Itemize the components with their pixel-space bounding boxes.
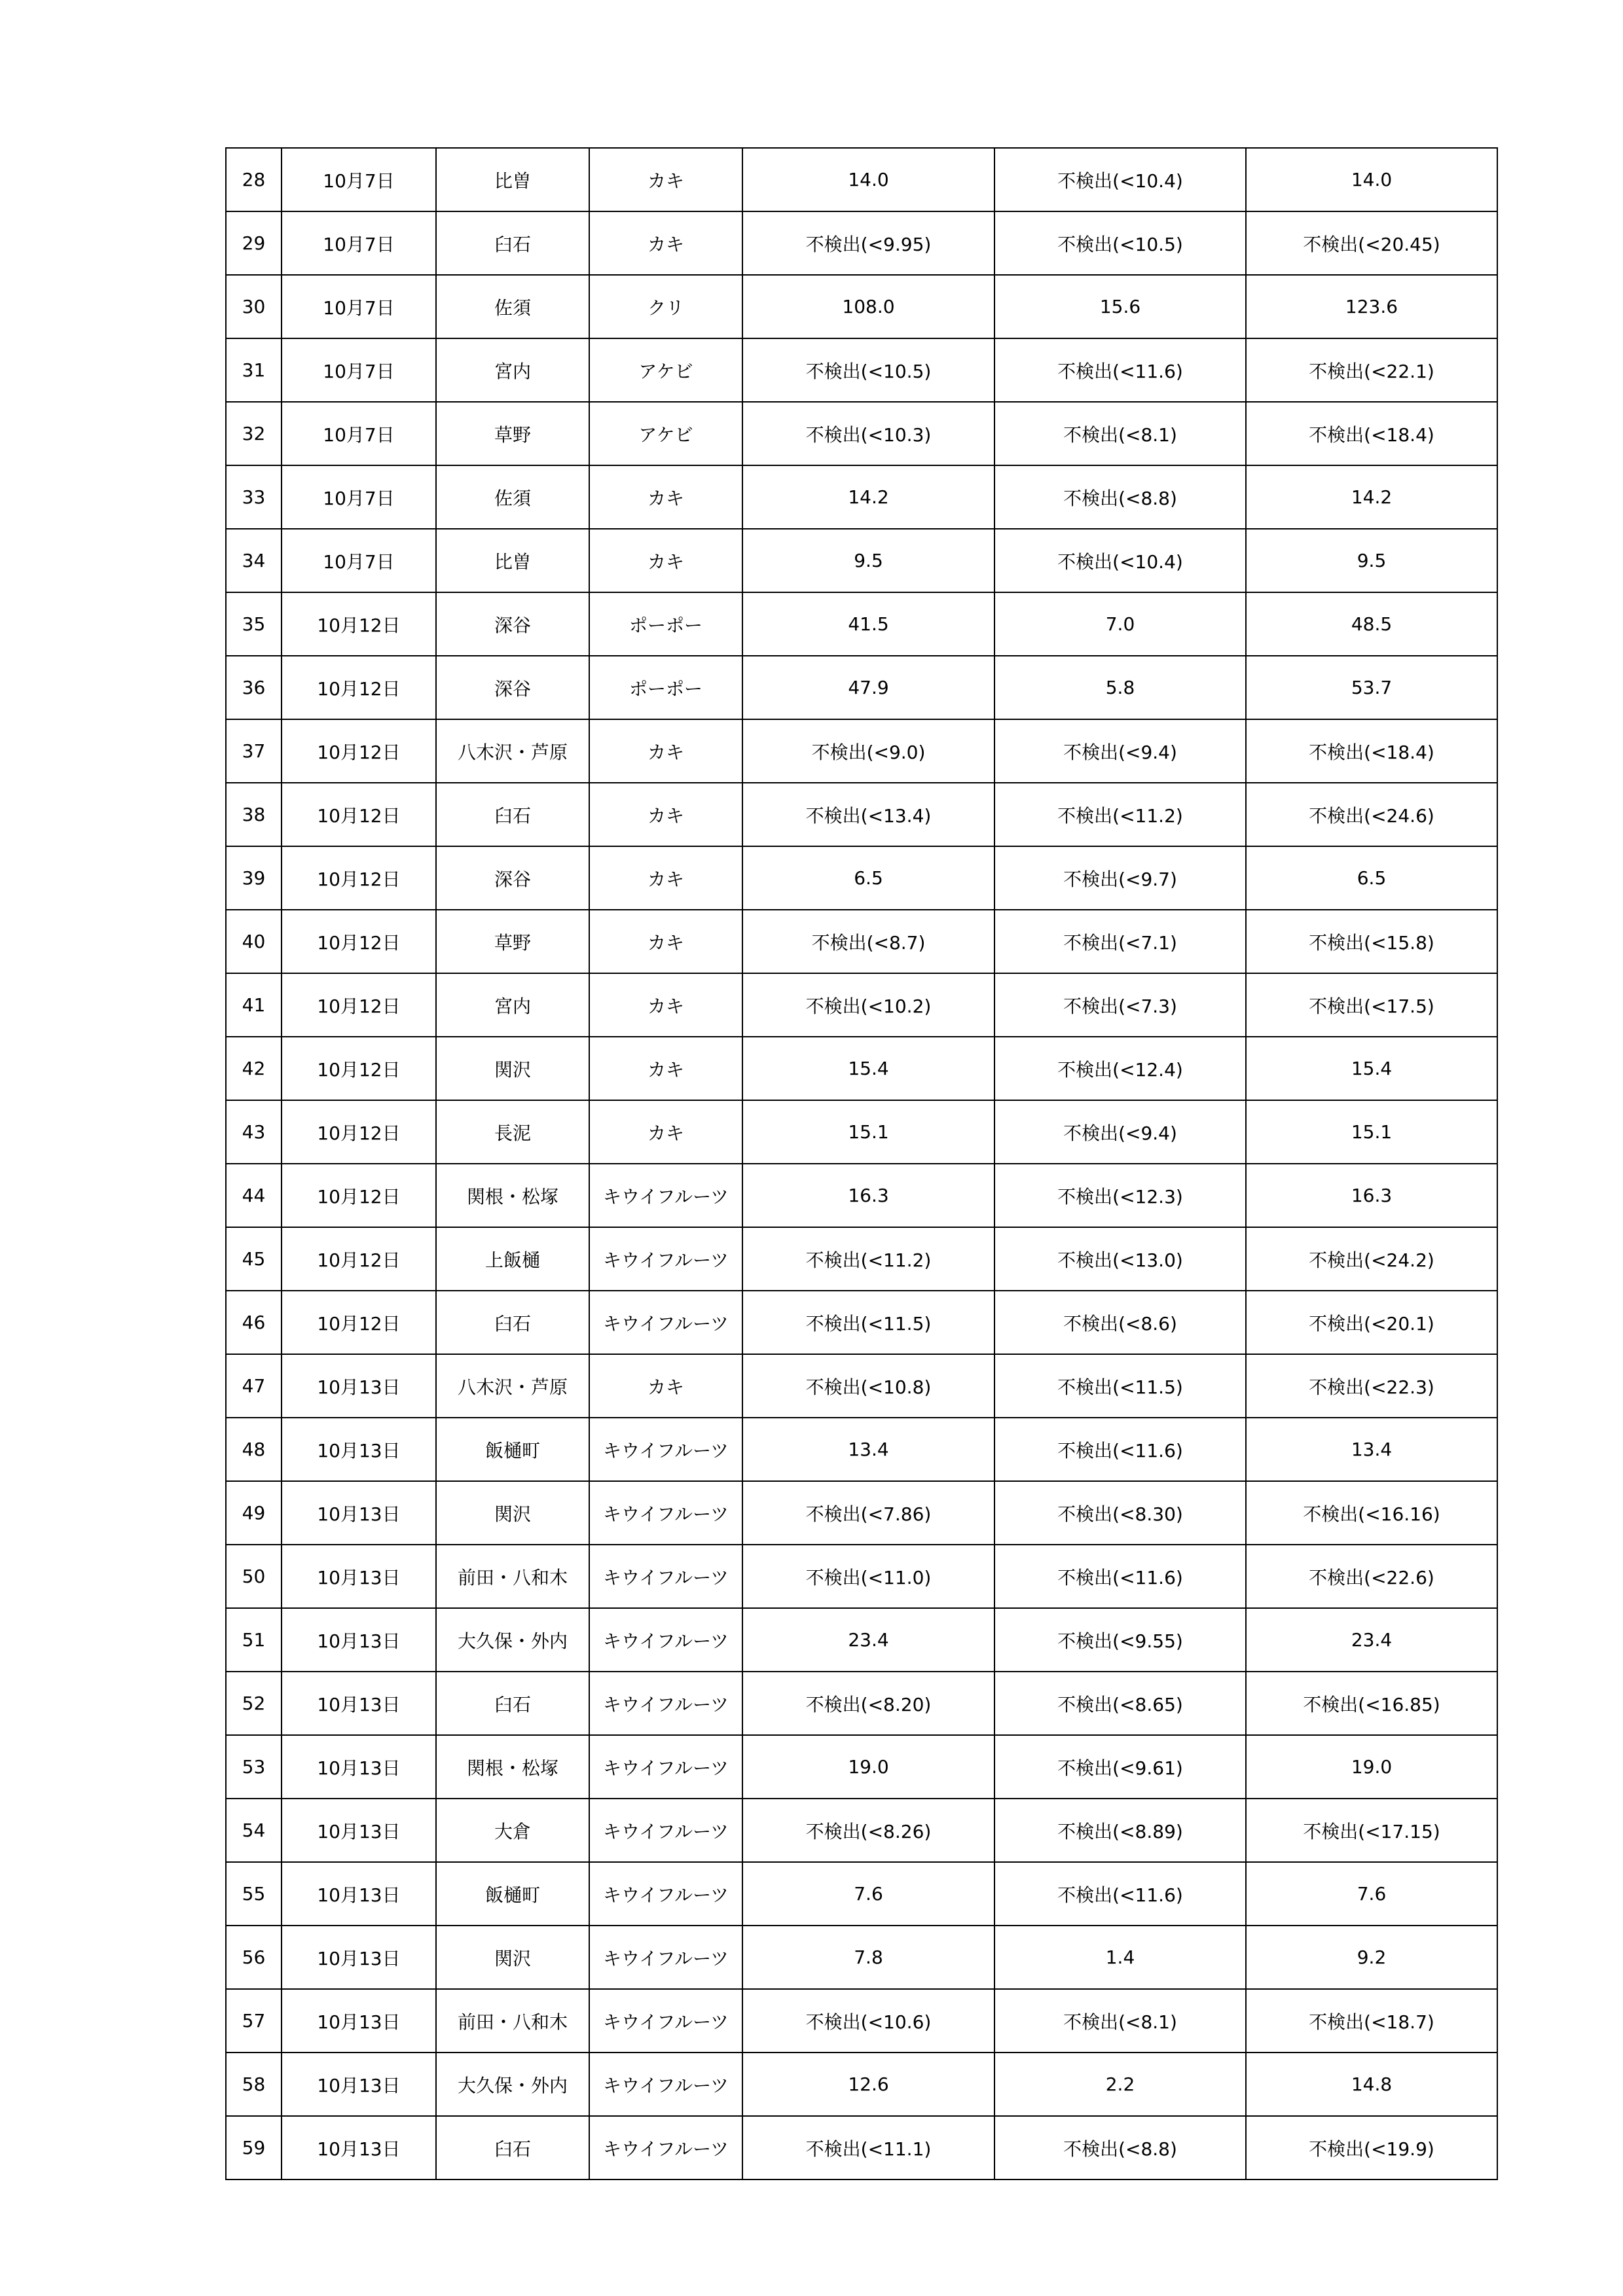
date-cell: 10月13日 xyxy=(282,2116,436,2179)
value-2-cell: 不検出(<8.65) xyxy=(994,1672,1246,1735)
item-cell: キウイフルーツ xyxy=(589,1608,742,1672)
table-row xyxy=(226,275,1497,338)
value-2-cell: 5.8 xyxy=(994,656,1246,719)
date-cell: 10月13日 xyxy=(282,1481,436,1545)
location-cell: 飯樋町 xyxy=(436,1862,589,1926)
table-row xyxy=(226,1608,1497,1672)
date-cell: 10月12日 xyxy=(282,719,436,783)
row-number-cell: 38 xyxy=(226,783,282,846)
item-cell: カキ xyxy=(589,1354,742,1418)
table-row xyxy=(226,1926,1497,1989)
table-row xyxy=(226,1037,1497,1100)
item-cell: クリ xyxy=(589,275,742,338)
item-cell: キウイフルーツ xyxy=(589,1227,742,1291)
item-cell: カキ xyxy=(589,973,742,1037)
location-cell: 大久保・外内 xyxy=(436,2053,589,2116)
date-cell: 10月12日 xyxy=(282,656,436,719)
value-2-cell: 不検出(<11.5) xyxy=(994,1354,1246,1418)
date-cell: 10月12日 xyxy=(282,1227,436,1291)
total-cell: 不検出(<22.6) xyxy=(1246,1545,1497,1608)
location-cell: 佐須 xyxy=(436,465,589,529)
value-1-cell: 不検出(<10.2) xyxy=(742,973,994,1037)
item-cell: カキ xyxy=(589,719,742,783)
date-cell: 10月13日 xyxy=(282,1799,436,1862)
results-table-body xyxy=(226,148,1497,2179)
value-1-cell: 不検出(<11.5) xyxy=(742,1291,994,1354)
total-cell: 不検出(<22.1) xyxy=(1246,338,1497,402)
item-cell: カキ xyxy=(589,211,742,275)
total-cell: 13.4 xyxy=(1246,1418,1497,1481)
location-cell: 前田・八和木 xyxy=(436,1545,589,1608)
row-number-cell: 39 xyxy=(226,846,282,910)
total-cell: 不検出(<20.1) xyxy=(1246,1291,1497,1354)
table-row xyxy=(226,1481,1497,1545)
date-cell: 10月12日 xyxy=(282,1164,436,1227)
value-2-cell: 15.6 xyxy=(994,275,1246,338)
value-1-cell: 7.8 xyxy=(742,1926,994,1989)
value-2-cell: 不検出(<11.6) xyxy=(994,1545,1246,1608)
row-number-cell: 28 xyxy=(226,148,282,211)
row-number-cell: 53 xyxy=(226,1735,282,1799)
date-cell: 10月12日 xyxy=(282,1037,436,1100)
total-cell: 9.5 xyxy=(1246,529,1497,592)
row-number-cell: 32 xyxy=(226,402,282,465)
total-cell: 23.4 xyxy=(1246,1608,1497,1672)
item-cell: キウイフルーツ xyxy=(589,1735,742,1799)
date-cell: 10月13日 xyxy=(282,1608,436,1672)
location-cell: 宮内 xyxy=(436,338,589,402)
location-cell: 大倉 xyxy=(436,1799,589,1862)
item-cell: キウイフルーツ xyxy=(589,1989,742,2053)
total-cell: 不検出(<24.2) xyxy=(1246,1227,1497,1291)
date-cell: 10月12日 xyxy=(282,783,436,846)
location-cell: 深谷 xyxy=(436,656,589,719)
date-cell: 10月7日 xyxy=(282,529,436,592)
table-row xyxy=(226,592,1497,656)
item-cell: キウイフルーツ xyxy=(589,1418,742,1481)
location-cell: 臼石 xyxy=(436,1291,589,1354)
row-number-cell: 40 xyxy=(226,910,282,973)
value-2-cell: 不検出(<12.3) xyxy=(994,1164,1246,1227)
value-2-cell: 不検出(<9.4) xyxy=(994,1100,1246,1164)
value-2-cell: 不検出(<10.4) xyxy=(994,148,1246,211)
total-cell: 48.5 xyxy=(1246,592,1497,656)
total-cell: 53.7 xyxy=(1246,656,1497,719)
date-cell: 10月12日 xyxy=(282,1291,436,1354)
location-cell: 長泥 xyxy=(436,1100,589,1164)
total-cell: 不検出(<20.45) xyxy=(1246,211,1497,275)
value-1-cell: 不検出(<8.20) xyxy=(742,1672,994,1735)
table-row xyxy=(226,1545,1497,1608)
value-2-cell: 不検出(<12.4) xyxy=(994,1037,1246,1100)
table-row xyxy=(226,1862,1497,1926)
value-1-cell: 14.2 xyxy=(742,465,994,529)
value-2-cell: 不検出(<8.1) xyxy=(994,402,1246,465)
location-cell: 臼石 xyxy=(436,1672,589,1735)
table-row xyxy=(226,1989,1497,2053)
row-number-cell: 37 xyxy=(226,719,282,783)
value-1-cell: 不検出(<10.3) xyxy=(742,402,994,465)
value-2-cell: 2.2 xyxy=(994,2053,1246,2116)
item-cell: カキ xyxy=(589,846,742,910)
value-2-cell: 不検出(<13.0) xyxy=(994,1227,1246,1291)
row-number-cell: 54 xyxy=(226,1799,282,1862)
location-cell: 関沢 xyxy=(436,1481,589,1545)
table-row xyxy=(226,1672,1497,1735)
date-cell: 10月7日 xyxy=(282,338,436,402)
date-cell: 10月7日 xyxy=(282,402,436,465)
value-2-cell: 不検出(<11.6) xyxy=(994,1862,1246,1926)
date-cell: 10月7日 xyxy=(282,275,436,338)
item-cell: カキ xyxy=(589,1037,742,1100)
results-table xyxy=(225,147,1498,2180)
value-2-cell: 不検出(<8.8) xyxy=(994,465,1246,529)
total-cell: 不検出(<16.16) xyxy=(1246,1481,1497,1545)
total-cell: 123.6 xyxy=(1246,275,1497,338)
value-2-cell: 不検出(<11.6) xyxy=(994,338,1246,402)
value-2-cell: 不検出(<7.1) xyxy=(994,910,1246,973)
location-cell: 比曽 xyxy=(436,529,589,592)
item-cell: アケビ xyxy=(589,338,742,402)
table-row xyxy=(226,783,1497,846)
value-2-cell: 不検出(<9.61) xyxy=(994,1735,1246,1799)
item-cell: ポーポー xyxy=(589,592,742,656)
row-number-cell: 56 xyxy=(226,1926,282,1989)
item-cell: アケビ xyxy=(589,402,742,465)
row-number-cell: 55 xyxy=(226,1862,282,1926)
row-number-cell: 43 xyxy=(226,1100,282,1164)
value-2-cell: 不検出(<8.8) xyxy=(994,2116,1246,2179)
location-cell: 比曽 xyxy=(436,148,589,211)
table-row xyxy=(226,211,1497,275)
location-cell: 大久保・外内 xyxy=(436,1608,589,1672)
table-row xyxy=(226,1227,1497,1291)
table-row xyxy=(226,2116,1497,2179)
date-cell: 10月13日 xyxy=(282,1672,436,1735)
item-cell: キウイフルーツ xyxy=(589,1799,742,1862)
location-cell: 関沢 xyxy=(436,1926,589,1989)
table-row xyxy=(226,1735,1497,1799)
table-row xyxy=(226,1418,1497,1481)
item-cell: キウイフルーツ xyxy=(589,1164,742,1227)
value-1-cell: 不検出(<11.1) xyxy=(742,2116,994,2179)
location-cell: 草野 xyxy=(436,910,589,973)
date-cell: 10月7日 xyxy=(282,211,436,275)
value-2-cell: 不検出(<8.6) xyxy=(994,1291,1246,1354)
date-cell: 10月13日 xyxy=(282,1545,436,1608)
table-row xyxy=(226,1291,1497,1354)
date-cell: 10月7日 xyxy=(282,148,436,211)
date-cell: 10月12日 xyxy=(282,910,436,973)
value-1-cell: 9.5 xyxy=(742,529,994,592)
row-number-cell: 41 xyxy=(226,973,282,1037)
total-cell: 不検出(<19.9) xyxy=(1246,2116,1497,2179)
value-2-cell: 不検出(<11.2) xyxy=(994,783,1246,846)
location-cell: 関根・松塚 xyxy=(436,1164,589,1227)
table-row xyxy=(226,148,1497,211)
value-1-cell: 108.0 xyxy=(742,275,994,338)
value-1-cell: 12.6 xyxy=(742,2053,994,2116)
table-row xyxy=(226,973,1497,1037)
value-2-cell: 不検出(<8.30) xyxy=(994,1481,1246,1545)
table-row xyxy=(226,910,1497,973)
item-cell: カキ xyxy=(589,529,742,592)
value-2-cell: 不検出(<9.55) xyxy=(994,1608,1246,1672)
value-1-cell: 不検出(<10.5) xyxy=(742,338,994,402)
value-1-cell: 7.6 xyxy=(742,1862,994,1926)
value-2-cell: 7.0 xyxy=(994,592,1246,656)
value-1-cell: 16.3 xyxy=(742,1164,994,1227)
row-number-cell: 51 xyxy=(226,1608,282,1672)
table-row xyxy=(226,1100,1497,1164)
item-cell: キウイフルーツ xyxy=(589,2053,742,2116)
row-number-cell: 50 xyxy=(226,1545,282,1608)
item-cell: キウイフルーツ xyxy=(589,2116,742,2179)
item-cell: カキ xyxy=(589,148,742,211)
total-cell: 不検出(<15.8) xyxy=(1246,910,1497,973)
row-number-cell: 36 xyxy=(226,656,282,719)
location-cell: 関根・松塚 xyxy=(436,1735,589,1799)
value-1-cell: 不検出(<10.6) xyxy=(742,1989,994,2053)
value-1-cell: 6.5 xyxy=(742,846,994,910)
table-row xyxy=(226,338,1497,402)
value-1-cell: 不検出(<13.4) xyxy=(742,783,994,846)
value-2-cell: 不検出(<10.5) xyxy=(994,211,1246,275)
date-cell: 10月12日 xyxy=(282,1100,436,1164)
location-cell: 臼石 xyxy=(436,211,589,275)
row-number-cell: 52 xyxy=(226,1672,282,1735)
table-row xyxy=(226,1799,1497,1862)
row-number-cell: 34 xyxy=(226,529,282,592)
location-cell: 臼石 xyxy=(436,2116,589,2179)
row-number-cell: 29 xyxy=(226,211,282,275)
location-cell: 上飯樋 xyxy=(436,1227,589,1291)
row-number-cell: 47 xyxy=(226,1354,282,1418)
value-2-cell: 不検出(<7.3) xyxy=(994,973,1246,1037)
value-1-cell: 不検出(<8.26) xyxy=(742,1799,994,1862)
value-2-cell: 不検出(<10.4) xyxy=(994,529,1246,592)
total-cell: 14.2 xyxy=(1246,465,1497,529)
table-row xyxy=(226,656,1497,719)
date-cell: 10月13日 xyxy=(282,1418,436,1481)
total-cell: 15.1 xyxy=(1246,1100,1497,1164)
date-cell: 10月13日 xyxy=(282,1735,436,1799)
row-number-cell: 46 xyxy=(226,1291,282,1354)
value-1-cell: 不検出(<11.0) xyxy=(742,1545,994,1608)
value-2-cell: 1.4 xyxy=(994,1926,1246,1989)
total-cell: 不検出(<18.4) xyxy=(1246,402,1497,465)
total-cell: 6.5 xyxy=(1246,846,1497,910)
row-number-cell: 44 xyxy=(226,1164,282,1227)
value-1-cell: 47.9 xyxy=(742,656,994,719)
date-cell: 10月13日 xyxy=(282,1989,436,2053)
value-2-cell: 不検出(<8.89) xyxy=(994,1799,1246,1862)
value-1-cell: 41.5 xyxy=(742,592,994,656)
table-row xyxy=(226,846,1497,910)
table-row xyxy=(226,529,1497,592)
item-cell: キウイフルーツ xyxy=(589,1545,742,1608)
location-cell: 八木沢・芦原 xyxy=(436,719,589,783)
row-number-cell: 49 xyxy=(226,1481,282,1545)
total-cell: 19.0 xyxy=(1246,1735,1497,1799)
item-cell: カキ xyxy=(589,465,742,529)
value-2-cell: 不検出(<9.7) xyxy=(994,846,1246,910)
table-row xyxy=(226,719,1497,783)
total-cell: 不検出(<17.15) xyxy=(1246,1799,1497,1862)
row-number-cell: 31 xyxy=(226,338,282,402)
date-cell: 10月12日 xyxy=(282,973,436,1037)
value-2-cell: 不検出(<9.4) xyxy=(994,719,1246,783)
item-cell: キウイフルーツ xyxy=(589,1862,742,1926)
location-cell: 宮内 xyxy=(436,973,589,1037)
location-cell: 関沢 xyxy=(436,1037,589,1100)
table-row xyxy=(226,2053,1497,2116)
total-cell: 不検出(<17.5) xyxy=(1246,973,1497,1037)
location-cell: 深谷 xyxy=(436,592,589,656)
value-1-cell: 不検出(<10.8) xyxy=(742,1354,994,1418)
value-1-cell: 不検出(<9.0) xyxy=(742,719,994,783)
item-cell: カキ xyxy=(589,1100,742,1164)
item-cell: ポーポー xyxy=(589,656,742,719)
total-cell: 不検出(<24.6) xyxy=(1246,783,1497,846)
total-cell: 15.4 xyxy=(1246,1037,1497,1100)
location-cell: 深谷 xyxy=(436,846,589,910)
table-row xyxy=(226,1354,1497,1418)
total-cell: 不検出(<16.85) xyxy=(1246,1672,1497,1735)
location-cell: 佐須 xyxy=(436,275,589,338)
item-cell: カキ xyxy=(589,783,742,846)
value-1-cell: 不検出(<9.95) xyxy=(742,211,994,275)
table-row xyxy=(226,465,1497,529)
item-cell: キウイフルーツ xyxy=(589,1481,742,1545)
total-cell: 14.0 xyxy=(1246,148,1497,211)
date-cell: 10月13日 xyxy=(282,1354,436,1418)
date-cell: 10月12日 xyxy=(282,846,436,910)
total-cell: 不検出(<22.3) xyxy=(1246,1354,1497,1418)
value-2-cell: 不検出(<11.6) xyxy=(994,1418,1246,1481)
item-cell: キウイフルーツ xyxy=(589,1926,742,1989)
row-number-cell: 57 xyxy=(226,1989,282,2053)
value-2-cell: 不検出(<8.1) xyxy=(994,1989,1246,2053)
location-cell: 八木沢・芦原 xyxy=(436,1354,589,1418)
date-cell: 10月13日 xyxy=(282,1926,436,1989)
date-cell: 10月12日 xyxy=(282,592,436,656)
value-1-cell: 13.4 xyxy=(742,1418,994,1481)
item-cell: キウイフルーツ xyxy=(589,1291,742,1354)
date-cell: 10月13日 xyxy=(282,1862,436,1926)
value-1-cell: 15.1 xyxy=(742,1100,994,1164)
location-cell: 草野 xyxy=(436,402,589,465)
table-row xyxy=(226,402,1497,465)
value-1-cell: 23.4 xyxy=(742,1608,994,1672)
value-1-cell: 不検出(<7.86) xyxy=(742,1481,994,1545)
date-cell: 10月7日 xyxy=(282,465,436,529)
total-cell: 不検出(<18.7) xyxy=(1246,1989,1497,2053)
total-cell: 16.3 xyxy=(1246,1164,1497,1227)
row-number-cell: 33 xyxy=(226,465,282,529)
table-row xyxy=(226,1164,1497,1227)
location-cell: 飯樋町 xyxy=(436,1418,589,1481)
location-cell: 前田・八和木 xyxy=(436,1989,589,2053)
total-cell: 7.6 xyxy=(1246,1862,1497,1926)
row-number-cell: 35 xyxy=(226,592,282,656)
value-1-cell: 不検出(<11.2) xyxy=(742,1227,994,1291)
value-1-cell: 14.0 xyxy=(742,148,994,211)
item-cell: カキ xyxy=(589,910,742,973)
row-number-cell: 58 xyxy=(226,2053,282,2116)
location-cell: 臼石 xyxy=(436,783,589,846)
row-number-cell: 30 xyxy=(226,275,282,338)
total-cell: 9.2 xyxy=(1246,1926,1497,1989)
row-number-cell: 42 xyxy=(226,1037,282,1100)
date-cell: 10月13日 xyxy=(282,2053,436,2116)
total-cell: 不検出(<18.4) xyxy=(1246,719,1497,783)
value-1-cell: 19.0 xyxy=(742,1735,994,1799)
item-cell: キウイフルーツ xyxy=(589,1672,742,1735)
row-number-cell: 45 xyxy=(226,1227,282,1291)
row-number-cell: 59 xyxy=(226,2116,282,2179)
row-number-cell: 48 xyxy=(226,1418,282,1481)
total-cell: 14.8 xyxy=(1246,2053,1497,2116)
value-1-cell: 15.4 xyxy=(742,1037,994,1100)
value-1-cell: 不検出(<8.7) xyxy=(742,910,994,973)
